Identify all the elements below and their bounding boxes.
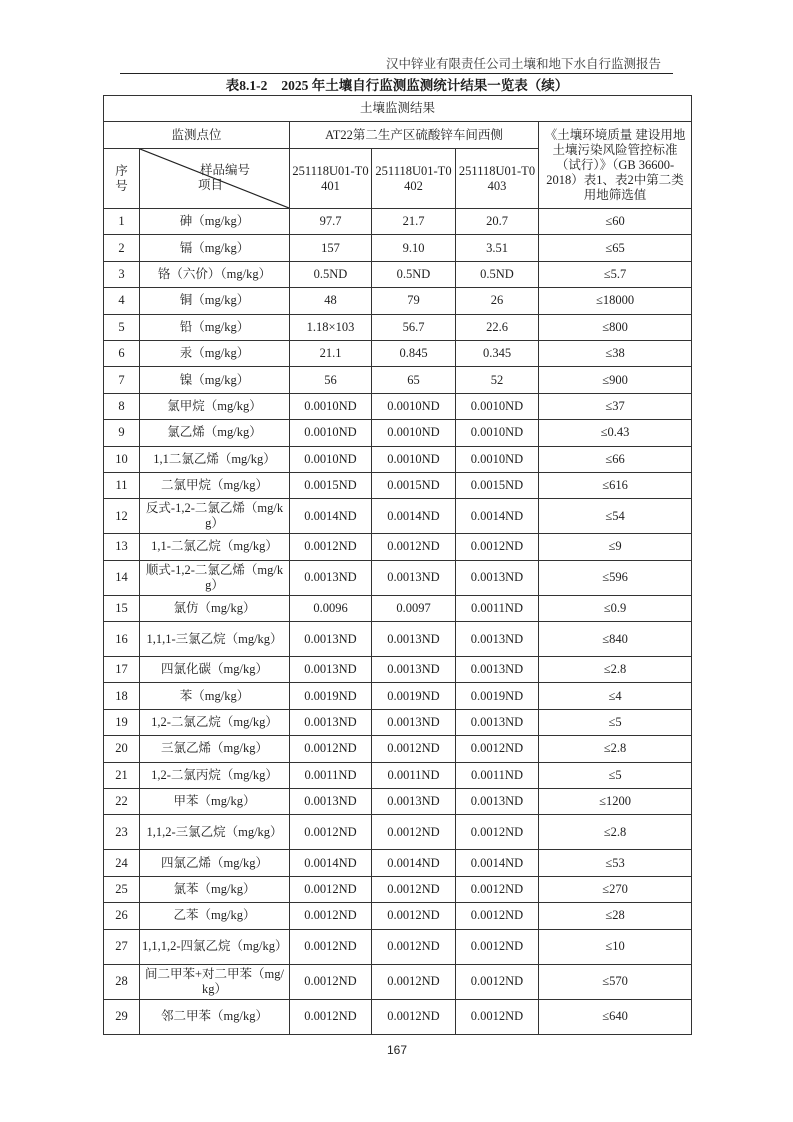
sample-header-3: 251118U01-T0403 <box>456 149 539 209</box>
row-value-2: 0.0010ND <box>372 420 456 446</box>
table-title <box>103 77 691 95</box>
row-value-2: 0.0012ND <box>372 929 456 964</box>
table-row <box>104 499 692 534</box>
table-row <box>104 420 692 446</box>
row-standard: ≤900 <box>539 367 692 393</box>
row-seq: 15 <box>104 595 140 621</box>
table-row <box>104 340 692 366</box>
row-value-1: 0.0010ND <box>290 446 372 472</box>
row-standard: ≤66 <box>539 446 692 472</box>
row-standard: ≤2.8 <box>539 736 692 762</box>
point-row <box>104 122 692 149</box>
row-standard: ≤840 <box>539 622 692 657</box>
row-item: 铜（mg/kg） <box>140 288 290 314</box>
row-value-1: 21.1 <box>290 340 372 366</box>
row-standard: ≤53 <box>539 850 692 876</box>
row-standard: ≤570 <box>539 964 692 999</box>
row-seq: 20 <box>104 736 140 762</box>
row-value-3: 0.345 <box>456 340 539 366</box>
row-value-3: 0.0012ND <box>456 534 539 560</box>
table-row <box>104 622 692 657</box>
row-value-2: 9.10 <box>372 235 456 261</box>
row-value-2: 56.7 <box>372 314 456 340</box>
row-item: 铬（六价）（mg/kg） <box>140 261 290 287</box>
row-seq: 28 <box>104 964 140 999</box>
row-item: 氯苯（mg/kg） <box>140 876 290 902</box>
row-value-3: 0.0014ND <box>456 850 539 876</box>
row-item: 1,1-二氯乙烷（mg/kg） <box>140 534 290 560</box>
row-seq: 2 <box>104 235 140 261</box>
table-row <box>104 815 692 850</box>
row-value-1: 97.7 <box>290 209 372 235</box>
row-seq: 12 <box>104 499 140 534</box>
row-value-1: 0.0014ND <box>290 850 372 876</box>
row-value-1: 0.0012ND <box>290 876 372 902</box>
row-standard: ≤9 <box>539 534 692 560</box>
table-row <box>104 472 692 498</box>
row-value-3: 0.0012ND <box>456 815 539 850</box>
table-row <box>104 261 692 287</box>
row-value-2: 79 <box>372 288 456 314</box>
row-value-2: 0.5ND <box>372 261 456 287</box>
row-seq: 4 <box>104 288 140 314</box>
table-row <box>104 850 692 876</box>
row-standard: ≤60 <box>539 209 692 235</box>
row-value-3: 0.0010ND <box>456 446 539 472</box>
table-row <box>104 683 692 709</box>
row-item: 三氯乙烯（mg/kg） <box>140 736 290 762</box>
row-seq: 25 <box>104 876 140 902</box>
row-item: 四氯乙烯（mg/kg） <box>140 850 290 876</box>
standard-header: 《土壤环境质量 建设用地土壤污染风险管控标准（试行）》（GB 36600-2018）表1、表2中第二类用地筛选值 <box>539 122 692 209</box>
row-item: 1,2-二氯丙烷（mg/kg） <box>140 762 290 788</box>
row-standard: ≤0.43 <box>539 420 692 446</box>
row-seq: 7 <box>104 367 140 393</box>
row-standard: ≤54 <box>539 499 692 534</box>
row-standard: ≤5.7 <box>539 261 692 287</box>
row-value-2: 0.0012ND <box>372 903 456 929</box>
row-seq: 22 <box>104 789 140 815</box>
table-row <box>104 314 692 340</box>
row-value-3: 0.0010ND <box>456 420 539 446</box>
table-row <box>104 762 692 788</box>
row-seq: 18 <box>104 683 140 709</box>
table-row <box>104 709 692 735</box>
row-standard: ≤1200 <box>539 789 692 815</box>
row-standard: ≤18000 <box>539 288 692 314</box>
row-value-1: 0.0013ND <box>290 622 372 657</box>
row-value-1: 0.0011ND <box>290 762 372 788</box>
row-value-1: 48 <box>290 288 372 314</box>
row-value-3: 0.0015ND <box>456 472 539 498</box>
row-value-1: 0.0012ND <box>290 903 372 929</box>
row-value-2: 0.0012ND <box>372 999 456 1034</box>
row-standard: ≤5 <box>539 709 692 735</box>
section-title: 土壤监测结果 <box>104 96 692 122</box>
row-value-3: 22.6 <box>456 314 539 340</box>
row-value-2: 0.0012ND <box>372 876 456 902</box>
sample-header-2: 251118U01-T0402 <box>372 149 456 209</box>
row-value-3: 0.5ND <box>456 261 539 287</box>
row-item: 间二甲苯+对二甲苯（mg/kg） <box>140 964 290 999</box>
row-value-2: 0.845 <box>372 340 456 366</box>
page-number: 167 <box>386 1043 408 1057</box>
table-row <box>104 789 692 815</box>
table-row <box>104 367 692 393</box>
diagonal-header-cell <box>140 149 290 209</box>
row-item: 1,1二氯乙烯（mg/kg） <box>140 446 290 472</box>
sample-header-1: 251118U01-T0401 <box>290 149 372 209</box>
row-value-3: 0.0014ND <box>456 499 539 534</box>
row-item: 氯乙烯（mg/kg） <box>140 420 290 446</box>
row-seq: 5 <box>104 314 140 340</box>
row-value-3: 52 <box>456 367 539 393</box>
row-item: 二氯甲烷（mg/kg） <box>140 472 290 498</box>
row-value-3: 0.0013ND <box>456 709 539 735</box>
table-title-text: 2025 年土壤自行监测监测统计结果一览表（续） <box>281 78 569 93</box>
row-value-2: 0.0012ND <box>372 815 456 850</box>
row-item: 甲苯（mg/kg） <box>140 789 290 815</box>
row-value-2: 21.7 <box>372 209 456 235</box>
table-row <box>104 209 692 235</box>
row-value-3: 0.0012ND <box>456 999 539 1034</box>
row-value-2: 0.0014ND <box>372 499 456 534</box>
row-item: 1,1,1-三氯乙烷（mg/kg） <box>140 622 290 657</box>
row-value-1: 0.0012ND <box>290 999 372 1034</box>
row-seq: 29 <box>104 999 140 1034</box>
row-value-3: 0.0013ND <box>456 789 539 815</box>
row-item: 反式-1,2-二氯乙烯（mg/kg） <box>140 499 290 534</box>
row-value-3: 3.51 <box>456 235 539 261</box>
row-standard: ≤616 <box>539 472 692 498</box>
row-value-1: 56 <box>290 367 372 393</box>
diag-header-sample: 样品编号 <box>200 163 251 177</box>
row-item: 氯甲烷（mg/kg） <box>140 393 290 419</box>
row-value-1: 0.0013ND <box>290 560 372 595</box>
row-item: 顺式-1,2-二氯乙烯（mg/kg） <box>140 560 290 595</box>
row-item: 乙苯（mg/kg） <box>140 903 290 929</box>
row-seq: 17 <box>104 657 140 683</box>
row-standard: ≤270 <box>539 876 692 902</box>
row-value-2: 0.0013ND <box>372 709 456 735</box>
row-seq: 11 <box>104 472 140 498</box>
table-row <box>104 876 692 902</box>
table-number: 表8.1-2 <box>225 78 268 93</box>
row-item: 1,1,2-三氯乙烷（mg/kg） <box>140 815 290 850</box>
row-value-2: 0.0013ND <box>372 789 456 815</box>
point-name: AT22第二生产区硫酸锌车间西侧 <box>290 122 539 149</box>
row-value-3: 0.0012ND <box>456 929 539 964</box>
row-item: 1,2-二氯乙烷（mg/kg） <box>140 709 290 735</box>
row-item: 镉（mg/kg） <box>140 235 290 261</box>
row-value-1: 0.0096 <box>290 595 372 621</box>
row-seq: 3 <box>104 261 140 287</box>
row-value-3: 0.0013ND <box>456 560 539 595</box>
row-seq: 26 <box>104 903 140 929</box>
row-value-1: 0.0010ND <box>290 393 372 419</box>
header-rule <box>120 73 673 74</box>
table-row <box>104 964 692 999</box>
table-row <box>104 595 692 621</box>
row-seq: 23 <box>104 815 140 850</box>
row-seq: 13 <box>104 534 140 560</box>
row-standard: ≤2.8 <box>539 815 692 850</box>
row-standard: ≤4 <box>539 683 692 709</box>
table-row <box>104 446 692 472</box>
row-value-2: 0.0015ND <box>372 472 456 498</box>
row-value-2: 0.0011ND <box>372 762 456 788</box>
row-item: 汞（mg/kg） <box>140 340 290 366</box>
table-row <box>104 999 692 1034</box>
row-value-2: 0.0013ND <box>372 622 456 657</box>
row-value-3: 0.0011ND <box>456 762 539 788</box>
row-standard: ≤10 <box>539 929 692 964</box>
row-value-3: 0.0012ND <box>456 876 539 902</box>
row-value-2: 0.0010ND <box>372 393 456 419</box>
row-value-3: 20.7 <box>456 209 539 235</box>
row-standard: ≤800 <box>539 314 692 340</box>
row-seq: 10 <box>104 446 140 472</box>
row-value-1: 0.0012ND <box>290 929 372 964</box>
section-title-row <box>104 96 692 122</box>
table-row <box>104 393 692 419</box>
row-value-3: 0.0013ND <box>456 622 539 657</box>
row-value-1: 0.0013ND <box>290 789 372 815</box>
row-value-2: 65 <box>372 367 456 393</box>
row-value-3: 0.0010ND <box>456 393 539 419</box>
row-item: 镍（mg/kg） <box>140 367 290 393</box>
row-standard: ≤65 <box>539 235 692 261</box>
row-value-3: 0.0011ND <box>456 595 539 621</box>
row-value-3: 0.0019ND <box>456 683 539 709</box>
table-row <box>104 903 692 929</box>
row-item: 1,1,1,2-四氯乙烷（mg/kg） <box>140 929 290 964</box>
row-value-2: 0.0010ND <box>372 446 456 472</box>
row-value-2: 0.0013ND <box>372 560 456 595</box>
table-row <box>104 560 692 595</box>
row-seq: 8 <box>104 393 140 419</box>
row-standard: ≤5 <box>539 762 692 788</box>
row-value-1: 0.0014ND <box>290 499 372 534</box>
row-seq: 19 <box>104 709 140 735</box>
seq-header-text: 序号 <box>115 163 128 193</box>
row-value-2: 0.0097 <box>372 595 456 621</box>
row-value-1: 1.18×103 <box>290 314 372 340</box>
row-value-3: 0.0013ND <box>456 657 539 683</box>
row-value-2: 0.0012ND <box>372 534 456 560</box>
row-value-3: 0.0012ND <box>456 964 539 999</box>
row-item: 砷（mg/kg） <box>140 209 290 235</box>
row-item: 四氯化碳（mg/kg） <box>140 657 290 683</box>
results-table <box>103 95 692 1035</box>
row-item: 铅（mg/kg） <box>140 314 290 340</box>
row-seq: 16 <box>104 622 140 657</box>
row-seq: 27 <box>104 929 140 964</box>
row-seq: 14 <box>104 560 140 595</box>
table-row <box>104 657 692 683</box>
row-standard: ≤2.8 <box>539 657 692 683</box>
row-seq: 21 <box>104 762 140 788</box>
row-value-2: 0.0012ND <box>372 736 456 762</box>
row-value-3: 0.0012ND <box>456 736 539 762</box>
diag-header-item: 项目 <box>198 178 224 192</box>
row-standard: ≤28 <box>539 903 692 929</box>
row-value-1: 0.0012ND <box>290 736 372 762</box>
row-seq: 9 <box>104 420 140 446</box>
table-row <box>104 534 692 560</box>
row-value-1: 0.0019ND <box>290 683 372 709</box>
row-standard: ≤0.9 <box>539 595 692 621</box>
row-seq: 24 <box>104 850 140 876</box>
row-value-1: 0.0013ND <box>290 709 372 735</box>
table-row <box>104 288 692 314</box>
row-value-1: 0.0012ND <box>290 815 372 850</box>
row-standard: ≤596 <box>539 560 692 595</box>
row-item: 苯（mg/kg） <box>140 683 290 709</box>
row-value-2: 0.0013ND <box>372 657 456 683</box>
row-value-1: 0.0015ND <box>290 472 372 498</box>
point-label: 监测点位 <box>104 122 290 149</box>
row-standard: ≤37 <box>539 393 692 419</box>
table-row <box>104 235 692 261</box>
row-value-1: 0.0010ND <box>290 420 372 446</box>
row-item: 氯仿（mg/kg） <box>140 595 290 621</box>
row-item: 邻二甲苯（mg/kg） <box>140 999 290 1034</box>
table-row <box>104 929 692 964</box>
running-header: 汉中锌业有限责任公司土壤和地下水自行监测报告 <box>385 57 661 71</box>
row-standard: ≤640 <box>539 999 692 1034</box>
row-value-1: 0.0013ND <box>290 657 372 683</box>
row-seq: 1 <box>104 209 140 235</box>
row-value-1: 0.0012ND <box>290 534 372 560</box>
row-standard: ≤38 <box>539 340 692 366</box>
row-value-2: 0.0019ND <box>372 683 456 709</box>
table-row <box>104 736 692 762</box>
row-value-2: 0.0014ND <box>372 850 456 876</box>
row-value-3: 26 <box>456 288 539 314</box>
row-value-1: 0.5ND <box>290 261 372 287</box>
row-value-3: 0.0012ND <box>456 903 539 929</box>
row-value-1: 157 <box>290 235 372 261</box>
row-seq: 6 <box>104 340 140 366</box>
seq-header <box>104 149 140 209</box>
row-value-2: 0.0012ND <box>372 964 456 999</box>
row-value-1: 0.0012ND <box>290 964 372 999</box>
